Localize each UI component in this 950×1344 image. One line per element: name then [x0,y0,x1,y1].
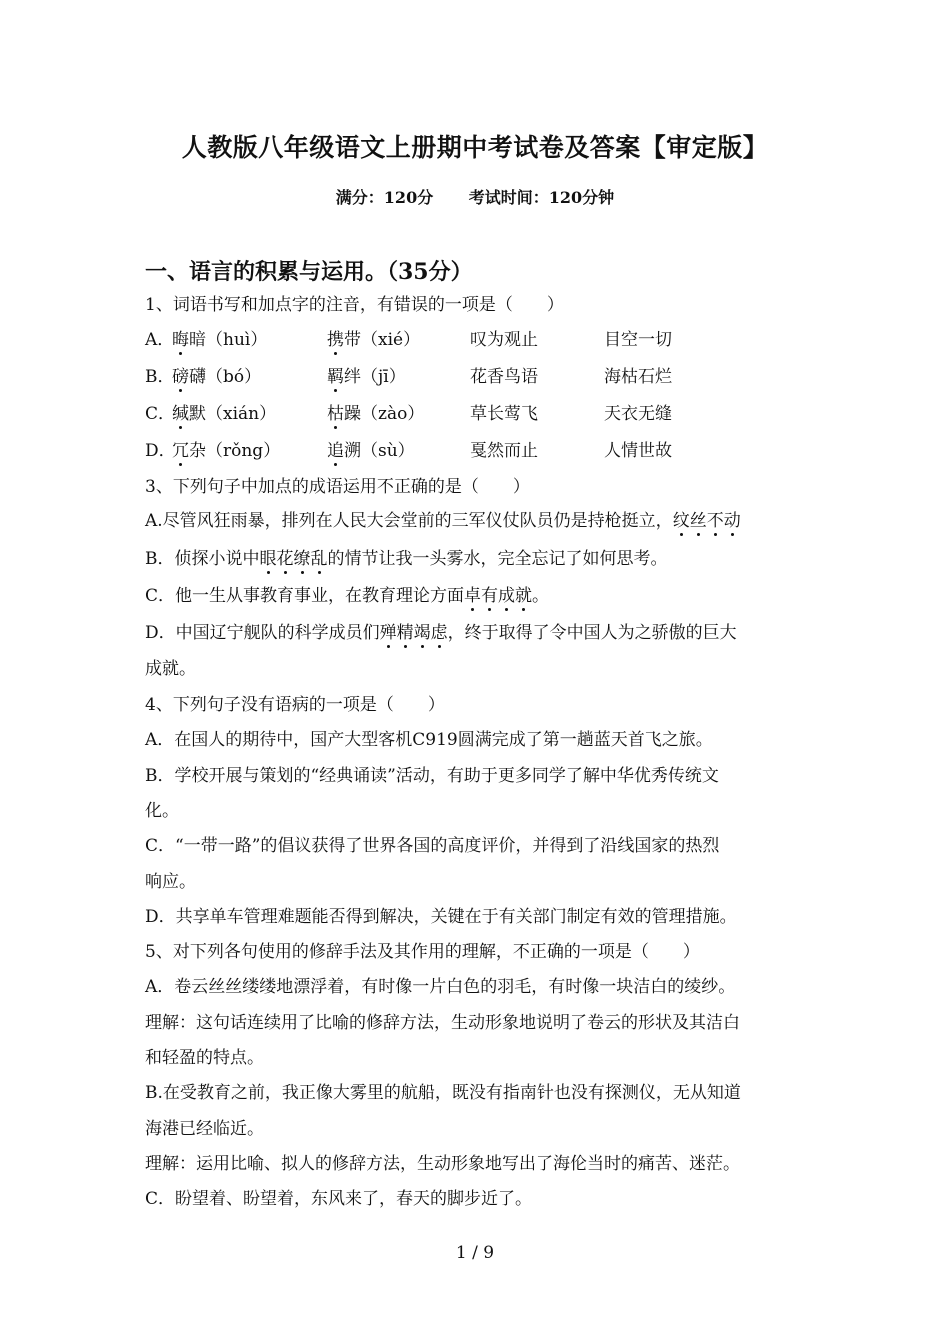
exam-info [0,185,950,208]
q4-option-b: B．学校开展与策划的“经典诵读”活动，有助于更多同学了解中华优秀传统文 [145,766,719,786]
question-4-stem: 4、下列句子没有语病的一项是（ ） [145,695,445,715]
q5-option-b: B.在受教育之前，我正像大雾里的航船，既没有指南针也没有探测仪，无从知道 [145,1083,741,1103]
dotted-idiom: 纹丝不动 [672,511,741,531]
q3-option-b: B．侦探小说中眼花缭乱的情节让我一头雾水，完全忘记了如何思考。 [145,549,668,569]
q4-option-b-cont: 化。 [145,801,179,821]
q5-option-b-explanation: 理解：运用比喻、拟人的修辞方法，生动形象地写出了海伦当时的痛苦、迷茫。 [145,1154,740,1174]
page-title: 人教版八年级语文上册期中考试卷及答案【审定版】 [181,133,769,162]
full-score: 满分：120分 [335,188,434,207]
q3-option-d-cont: 成就。 [145,659,196,679]
q5-option-b-cont: 海港已经临近。 [145,1119,264,1139]
q3-option-a: A.尽管风狂雨暴，排列在人民大会堂前的三军仪仗队员仍是持枪挺立，纹丝不动 [145,511,741,531]
section-heading: 一、语言的积累与运用。（35分） [145,259,473,285]
q4-option-c: C．“一带一路”的倡议获得了世界各国的高度评价，并得到了沿线国家的热烈 [145,836,720,856]
question-5-stem: 5、对下列各句使用的修辞手法及其作用的理解，不正确的一项是（ ） [145,942,700,962]
q4-option-c-cont: 响应。 [145,872,196,892]
dotted-idiom: 殚精竭虑 [379,623,448,643]
q5-option-c: C．盼望着、盼望着，东风来了，春天的脚步近了。 [145,1189,533,1209]
exam-time: 考试时间：120分钟 [468,188,615,207]
dotted-idiom: 眼花缭乱 [259,549,328,569]
q4-option-d: D．共享单车管理难题能否得到解决，关键在于有关部门制定有效的管理措施。 [145,907,737,927]
q3-option-c: C．他一生从事教育事业，在教育理论方面卓有成就。 [145,586,550,606]
q4-option-a: A．在国人的期待中，国产大型客机C919圆满完成了第一趟蓝天首飞之旅。 [145,730,713,750]
q5-option-a-explanation: 理解：这句话连续用了比喻的修辞方法，生动形象地说明了卷云的形状及其洁白 [145,1013,740,1033]
question-1-stem: 1、词语书写和加点字的注音，有错误的一项是（ ） [145,295,564,315]
q3-option-d: D．中国辽宁舰队的科学成员们殚精竭虑，终于取得了令中国人为之骄傲的巨大 [145,623,737,643]
page-number: 1 / 9 [455,1243,495,1263]
exam-page: 人教版八年级语文上册期中考试卷及答案【审定版】 满分：120分 考试时间：120分钟 一、语言的积累与运用。（35分） 1、词语书写和加点字的注音，有错误的一项是（ ） A． 晦暗（huì） 携带（xié） 叹为观止 目空一切 B． 磅礴（bó） 羁绊（jī） 花香鸟语 海枯石烂 C． 缄默（xián） 枯躁（zào） 草长莺飞 天衣无缝 D． 冗杂（rǒng） 追溯（sù） 戛然而止 人情世故 3、下列句子中加点的成语运用不正确的是（ ） A.尽管风狂雨暴，排列在人民大会堂前的三军仪仗队员仍是持枪挺立，纹丝不动 B．侦探小说中眼花缭乱的情节让我一头雾水，完全忘记了如何思考。 C．他一生从事教育事业，在教育理论方面卓有成就。 D．中国辽宁舰队的科学成员们殚精竭虑，终于取得了令中国人为之骄傲的巨大 成就。 4、下列句子没有语病的一项是（ ） A．在国人的期待中，国产大型客机C919圆满完成了第一趟蓝天首飞之旅。 B．学校开展与策划的“经典诵读”活动，有助于更多同学了解中华优秀传统文 化。 C．“一带一路”的倡议获得了世界各国的高度评价，并得到了沿线国家的热烈 响应。 D．共享单车管理难题能否得到解决，关键在于有关部门制定有效的管理措施。 5、对下列各句使用的修辞手法及其作用的理解，不正确的一项是（ ） A．卷云丝丝缕缕地漂浮着，有时像一片白色的羽毛，有时像一块洁白的绫纱。 理解：这句话连续用了比喻的修辞方法，生动形象地说明了卷云的形状及其洁白 和轻盈的特点。 B.在受教育之前，我正像大雾里的航船，既没有指南针也没有探测仪，无从知道 海港已经临近。 理解：运用比喻、拟人的修辞方法，生动形象地写出了海伦当时的痛苦、迷茫。 C．盼望着、盼望着，东风来了，春天的脚步近了。 1 / 9 [0,0,950,1344]
question-3-stem: 3、下列句子中加点的成语运用不正确的是（ ） [145,477,530,497]
q5-option-a: A．卷云丝丝缕缕地漂浮着，有时像一片白色的羽毛，有时像一块洁白的绫纱。 [145,977,736,997]
dotted-idiom: 卓有成就 [464,586,533,606]
q5-option-a-explanation-cont: 和轻盈的特点。 [145,1048,264,1068]
